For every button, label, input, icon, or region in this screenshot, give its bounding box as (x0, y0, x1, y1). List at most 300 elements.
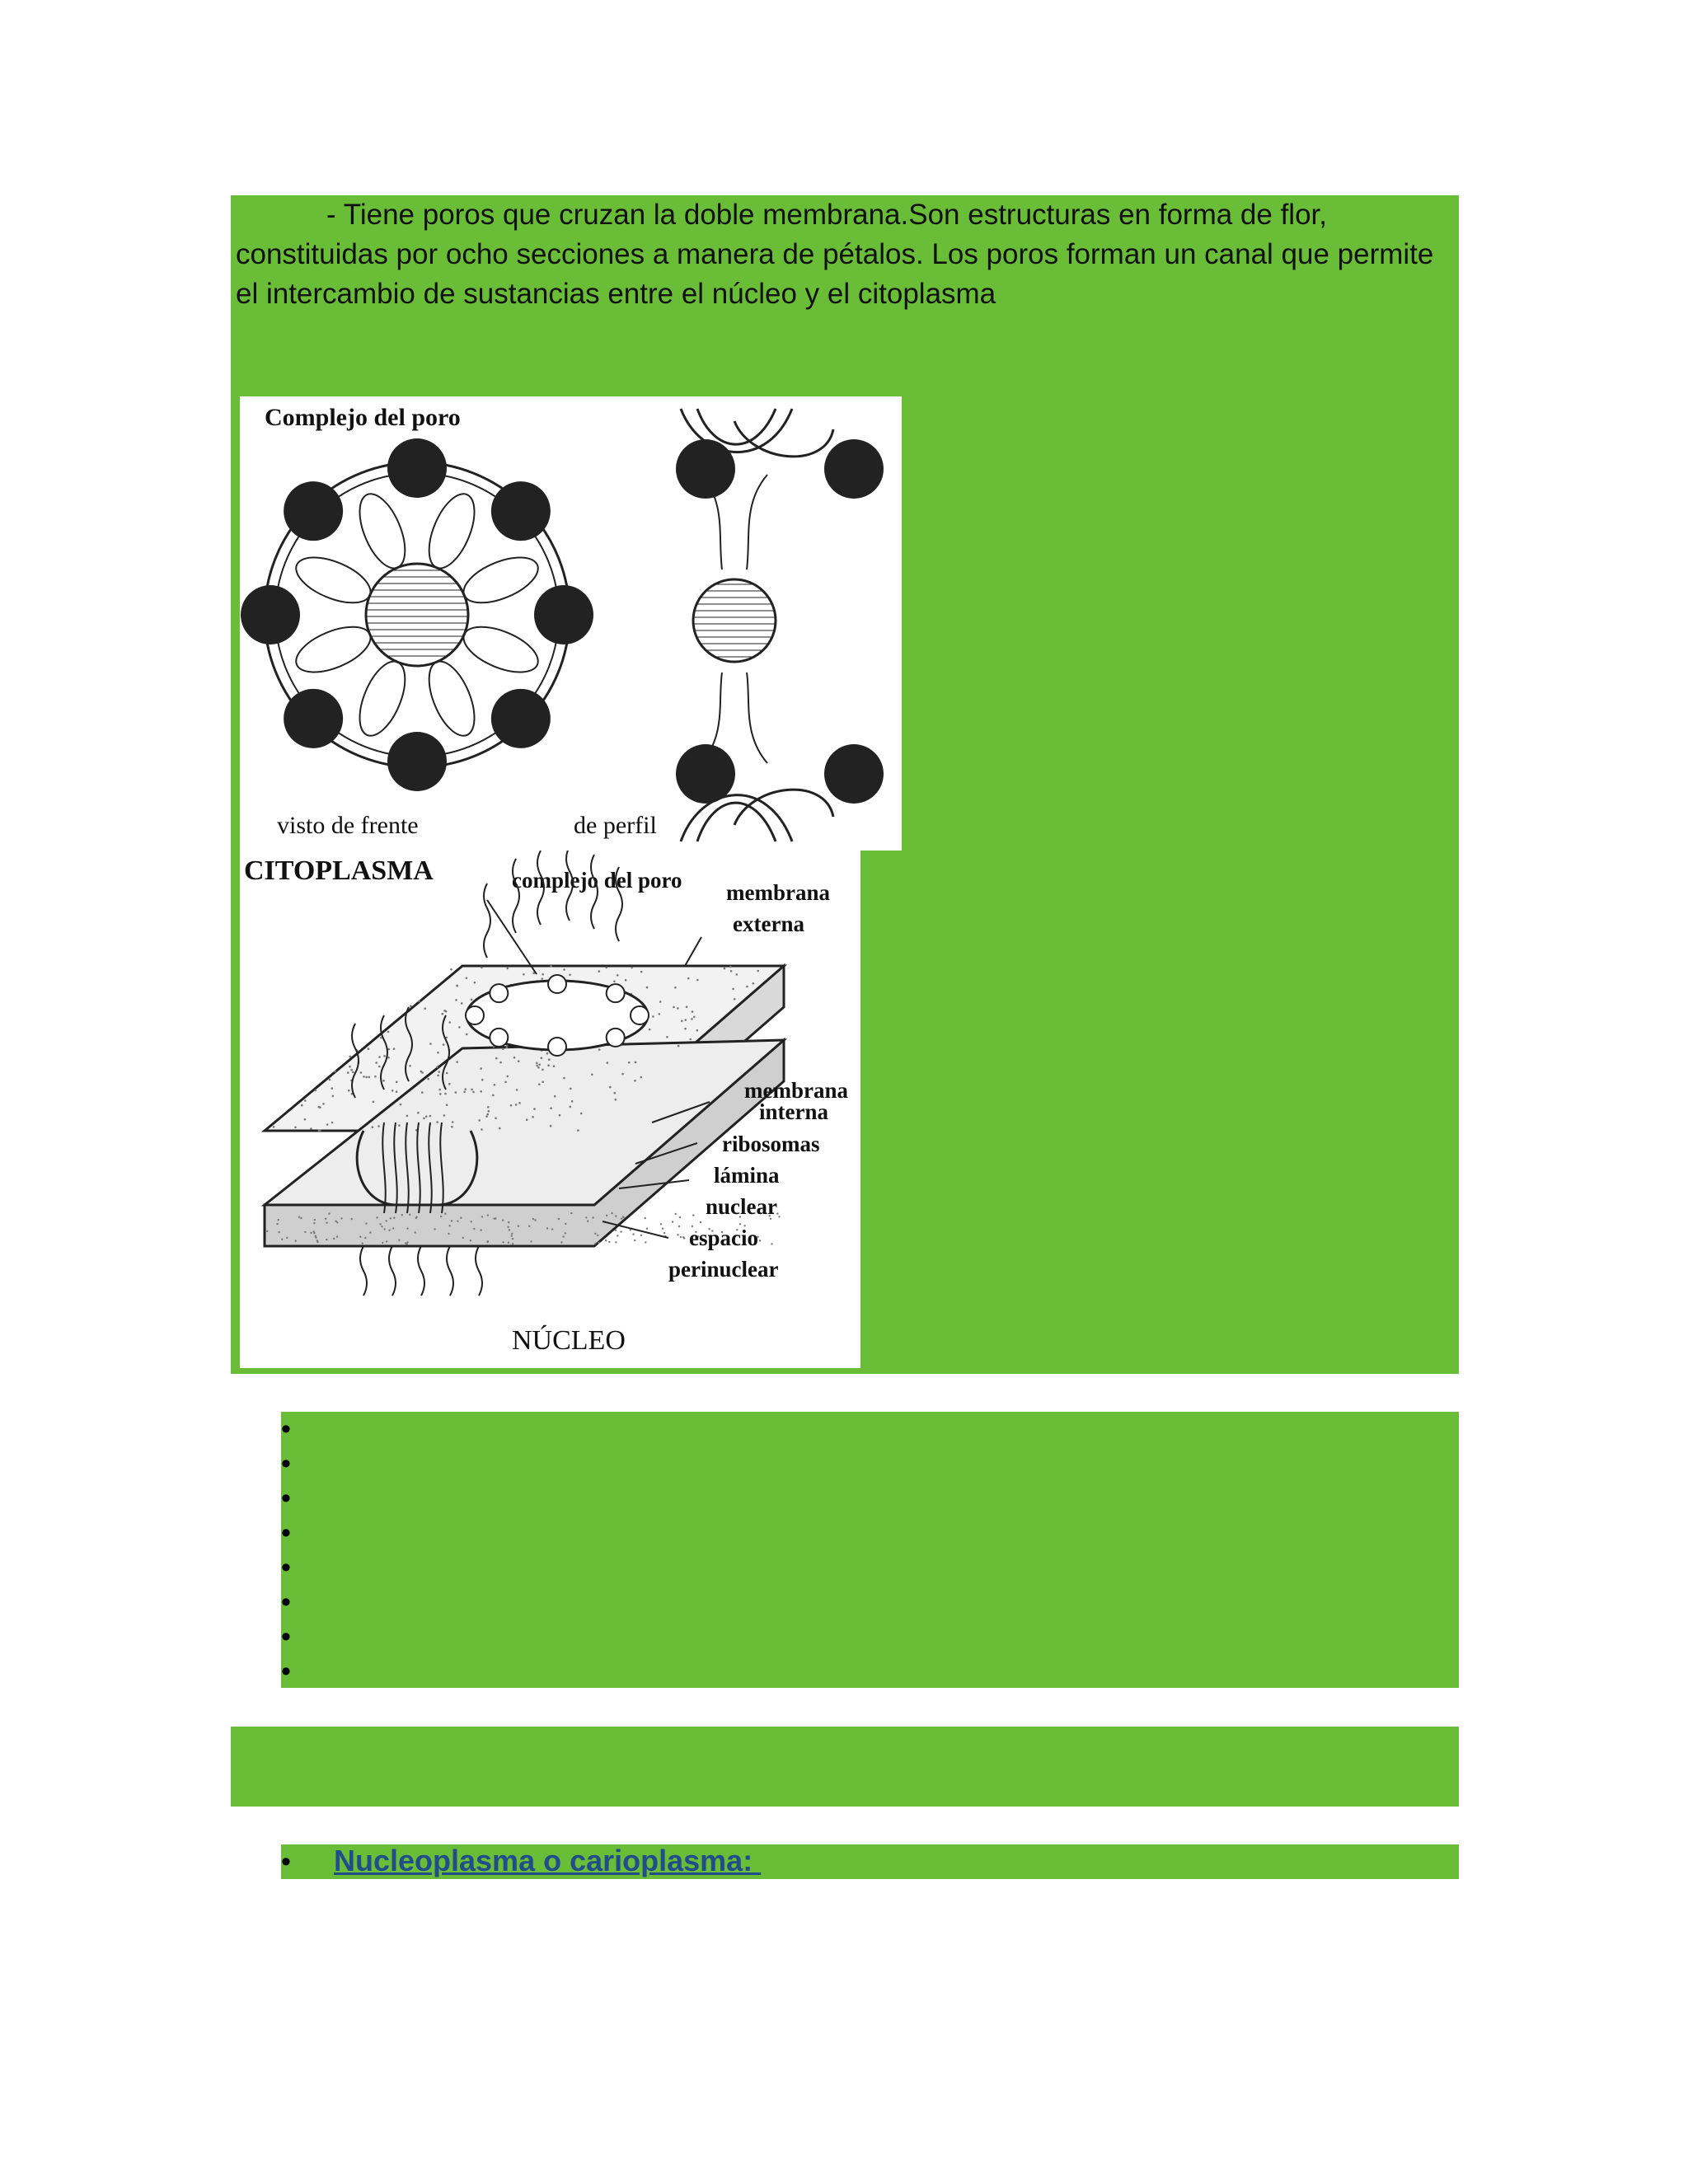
speckle (553, 1065, 556, 1067)
speckle (471, 999, 473, 1001)
speckle (429, 1115, 432, 1118)
speckle (294, 1127, 297, 1129)
speckle (518, 1102, 521, 1104)
profile-spoke-2 (747, 475, 767, 569)
speckle (542, 1069, 544, 1071)
speckle (409, 1065, 411, 1067)
speckle (682, 1236, 684, 1238)
profile-subunit (824, 744, 884, 804)
speckle (451, 1220, 452, 1221)
label-nucleus: NÚCLEO (512, 1325, 626, 1356)
speckle (326, 1239, 327, 1240)
speckle (662, 1228, 663, 1230)
speckle (387, 1057, 390, 1059)
speckle (481, 1079, 484, 1081)
speckle (615, 1099, 617, 1101)
speckle (554, 1095, 556, 1098)
subunit (534, 585, 593, 644)
speckle (286, 1237, 288, 1239)
speckle (423, 1118, 425, 1120)
speckle (393, 1217, 395, 1219)
speckle (536, 1062, 538, 1065)
speckle (449, 1021, 452, 1024)
speckle (410, 1005, 412, 1007)
speckle (510, 1104, 513, 1107)
filament (389, 1246, 396, 1296)
speckle (597, 1235, 598, 1236)
speckle (480, 1229, 481, 1230)
pore-complex-figure (240, 396, 902, 851)
speckle (383, 1055, 386, 1057)
speckle (485, 1115, 488, 1118)
speckle (634, 1240, 635, 1241)
speckle (456, 985, 458, 987)
filament (484, 883, 490, 958)
speckle (348, 1090, 350, 1092)
speckle (455, 999, 457, 1001)
bullet-item (281, 1585, 314, 1619)
bullet-item (281, 1550, 314, 1585)
subunit (491, 689, 551, 748)
speckle (533, 1108, 536, 1110)
subunit (387, 732, 447, 791)
speckle (558, 1218, 560, 1220)
speckle (550, 965, 552, 968)
profile-subunit (676, 439, 735, 499)
speckle (613, 981, 616, 983)
speckle (378, 1066, 381, 1068)
speckle (368, 1076, 371, 1079)
speckle (757, 970, 759, 972)
speckle (392, 1227, 394, 1229)
speckle (502, 1241, 504, 1243)
speckle (753, 982, 755, 985)
speckle (536, 1065, 538, 1067)
speckle (759, 1240, 761, 1241)
speckle (478, 1119, 481, 1122)
speckle (377, 1125, 380, 1127)
speckle (518, 1225, 519, 1226)
pore-bead (466, 1006, 484, 1024)
pore-bead (548, 975, 566, 993)
speckle (333, 1238, 335, 1240)
speckle (635, 1062, 637, 1064)
speckle (570, 1212, 572, 1214)
speckle (458, 1026, 461, 1029)
nuclear-envelope-figure (240, 851, 860, 1368)
speckle (528, 1226, 530, 1227)
speckle (457, 1221, 458, 1222)
speckle (659, 1013, 661, 1015)
speckle (387, 1031, 390, 1033)
speckle (372, 1126, 374, 1128)
speckle (569, 974, 571, 977)
subunit (491, 481, 551, 541)
speckle (605, 1240, 607, 1241)
speckle (609, 1086, 612, 1089)
speckle (351, 1218, 353, 1220)
speckle (471, 1221, 472, 1222)
speckle (386, 1220, 387, 1221)
speckle (415, 1217, 417, 1219)
speckle (436, 1066, 438, 1068)
speckle (392, 1090, 394, 1092)
speckle (495, 1057, 498, 1060)
speckle (381, 1226, 382, 1227)
speckle (480, 1067, 482, 1070)
label-ribosomes: ribosomas (722, 1132, 820, 1156)
speckle (481, 1216, 483, 1217)
speckle (313, 1222, 315, 1224)
speckle (562, 1235, 564, 1237)
speckle (532, 1116, 534, 1118)
speckle (724, 968, 726, 970)
speckle (696, 1029, 699, 1032)
profile-subunit (676, 744, 735, 804)
speckle (364, 1237, 366, 1239)
speckle (585, 1216, 587, 1218)
speckle (295, 1240, 297, 1241)
speckle (304, 1099, 307, 1102)
speckle (316, 1241, 318, 1243)
central-plug (366, 564, 468, 666)
speckle (315, 1236, 316, 1238)
speckle (331, 1087, 334, 1090)
speckle (559, 1114, 561, 1117)
speckle (679, 1216, 681, 1218)
speckle (516, 1089, 518, 1091)
speckle (362, 1242, 363, 1244)
bullet-item (281, 1446, 314, 1481)
speckle (598, 1242, 599, 1244)
speckle (734, 998, 736, 1001)
figure-title: Complejo del poro (265, 404, 461, 431)
speckle (692, 1214, 694, 1216)
bullet-point: • (281, 1846, 291, 1877)
speckle (580, 1113, 583, 1115)
profile-subunit (824, 439, 884, 499)
speckle (509, 1229, 510, 1230)
pore-bead (548, 1038, 566, 1056)
speckle (440, 1216, 442, 1217)
speckle (446, 1104, 448, 1106)
petal (290, 548, 377, 612)
speckle (487, 1214, 489, 1216)
speckle (444, 1093, 447, 1095)
pore-bead (490, 1029, 508, 1047)
petal (457, 548, 545, 612)
petal (420, 488, 483, 575)
speckle (437, 1052, 439, 1054)
speckle (615, 1241, 617, 1243)
empty-block (231, 1727, 1459, 1807)
subunit (284, 689, 343, 748)
speckle (607, 1062, 609, 1064)
speckle (563, 1077, 565, 1080)
speckle (332, 1095, 335, 1098)
speckle (470, 1240, 471, 1241)
speckle (368, 1047, 370, 1050)
label-cytoplasm: CITOPLASMA (244, 855, 434, 886)
petal (350, 488, 414, 575)
speckle (488, 1110, 490, 1113)
speckle (315, 1090, 317, 1092)
pointer-line (685, 937, 701, 966)
speckle (622, 1216, 624, 1217)
speckle (472, 1091, 475, 1094)
speckle (429, 1043, 432, 1045)
speckle (571, 1100, 574, 1103)
speckle (328, 1212, 330, 1214)
speckle (414, 1231, 415, 1233)
speckle (314, 1219, 316, 1221)
speckle (729, 966, 732, 968)
petal (350, 655, 414, 743)
speckle (551, 1228, 553, 1230)
speckle (681, 1020, 683, 1023)
speckle (340, 1217, 342, 1219)
speckle (369, 1231, 371, 1233)
speckle (560, 1241, 562, 1243)
speckle (565, 1223, 566, 1225)
profile-view-diagram (676, 409, 884, 841)
speckle (493, 1218, 495, 1220)
profile-spoke-4 (747, 673, 767, 763)
speckle (511, 1233, 513, 1235)
speckle (614, 1092, 617, 1094)
label-space-line1: espacio (689, 1226, 758, 1250)
speckle (692, 1010, 694, 1013)
speckle (594, 1243, 596, 1244)
nucleoplasm-link[interactable]: Nucleoplasma o carioplasma: (334, 1844, 762, 1877)
speckle (335, 1221, 336, 1222)
empty-bullet-list (281, 1412, 314, 1689)
speckle (466, 1033, 468, 1036)
bullet-item (281, 1619, 314, 1654)
speckle (691, 1018, 693, 1020)
speckle (418, 1001, 420, 1003)
speckle (373, 1101, 375, 1104)
speckle (460, 1217, 462, 1219)
speckle (598, 970, 601, 972)
speckle (598, 1048, 601, 1051)
speckle (434, 1228, 435, 1230)
pointer-line (487, 900, 537, 974)
filament (447, 1246, 453, 1296)
speckle (542, 977, 544, 980)
speckle (486, 1113, 489, 1116)
speckle (398, 1124, 401, 1127)
speckle (591, 1074, 593, 1076)
speckle (677, 1234, 678, 1235)
speckle (326, 1123, 329, 1126)
speckle (471, 1089, 473, 1091)
speckle (313, 1232, 315, 1234)
filament (360, 1246, 367, 1296)
speckle (388, 1230, 390, 1231)
speckle (455, 1091, 457, 1094)
bullet-list-block (281, 1412, 1459, 1688)
speckle (376, 1216, 377, 1218)
speckle (631, 967, 633, 969)
speckle (611, 1212, 612, 1214)
speckle (438, 1071, 440, 1073)
speckle (542, 973, 544, 976)
speckle (693, 1016, 696, 1019)
speckle (495, 1117, 497, 1119)
label-pore-complex: complejo del poro (512, 868, 682, 893)
speckle (538, 1084, 541, 1086)
speckle (448, 1233, 449, 1235)
subunit (241, 585, 300, 644)
speckle (406, 1115, 409, 1118)
speckle (673, 1006, 675, 1009)
speckle (401, 1214, 403, 1216)
speckle (652, 1015, 654, 1018)
speckle (615, 1215, 617, 1216)
speckle (675, 1213, 677, 1215)
label-outer-membrane-line2: externa (733, 912, 804, 936)
speckle (565, 1232, 566, 1234)
speckle (325, 1218, 326, 1220)
speckle (678, 1045, 680, 1047)
speckle (548, 1058, 551, 1061)
label-inner-membrane-line1: membrana (744, 1078, 848, 1103)
speckle (617, 974, 619, 977)
speckle (334, 1071, 336, 1073)
speckle (382, 1080, 385, 1082)
speckle (537, 1066, 540, 1069)
speckle (443, 1043, 445, 1046)
speckle (672, 1221, 673, 1222)
speckle (481, 1128, 483, 1131)
nuclear-envelope-drawing (240, 851, 860, 1368)
speckle (406, 1243, 407, 1244)
subunit (387, 438, 447, 498)
speckle (486, 1241, 488, 1243)
speckle (382, 1242, 383, 1244)
speckle (421, 1071, 424, 1074)
speckle (680, 1236, 682, 1238)
speckle (474, 982, 476, 984)
speckle (700, 1221, 701, 1223)
speckle (406, 1227, 408, 1229)
speckle (278, 1231, 279, 1233)
speckle (398, 1240, 400, 1241)
speckle (649, 1029, 651, 1031)
speckle (542, 1081, 544, 1084)
speckle (319, 1129, 321, 1132)
speckle (577, 1129, 579, 1132)
speckle (322, 1103, 325, 1105)
speckle (298, 1216, 300, 1218)
speckle (645, 1241, 646, 1243)
speckle (425, 1116, 428, 1118)
speckle (350, 1069, 353, 1071)
speckle (406, 1241, 408, 1243)
speckle (685, 1019, 687, 1021)
speckle (628, 1062, 631, 1064)
speckle (451, 1126, 453, 1128)
speckle (437, 1075, 439, 1077)
speckle (318, 1106, 321, 1108)
speckle (336, 1235, 338, 1237)
speckle (563, 968, 565, 971)
speckle (331, 1122, 334, 1124)
speckle (456, 1061, 458, 1063)
speckle (473, 1228, 475, 1230)
pores-paragraph (236, 195, 1447, 314)
profile-plug (693, 579, 776, 662)
speckle (736, 973, 738, 976)
speckle (276, 1223, 278, 1225)
speckle (508, 1221, 509, 1223)
speckle (378, 1056, 381, 1058)
speckle (445, 1010, 448, 1013)
speckle (570, 1106, 572, 1108)
label-lamina-line2: nuclear (706, 1194, 777, 1219)
label-lamina-line1: lámina (714, 1163, 780, 1188)
speckle (427, 1078, 429, 1080)
speckle (379, 1223, 381, 1225)
speckle (481, 967, 483, 969)
speckle (617, 1235, 618, 1236)
speckle (645, 1217, 646, 1219)
speckle (625, 979, 627, 982)
speckle (388, 1048, 391, 1051)
bullet-item (281, 1412, 314, 1446)
speckle (480, 1090, 482, 1093)
filament (476, 1246, 482, 1296)
speckle (546, 1227, 548, 1229)
speckle (660, 1223, 662, 1225)
speckle (396, 1081, 398, 1084)
speckle (677, 1007, 679, 1010)
speckle (570, 1088, 572, 1090)
speckle (273, 1126, 275, 1128)
speckle (592, 1216, 593, 1218)
speckle (659, 1001, 662, 1003)
speckle (383, 1228, 385, 1230)
speckle (448, 1225, 450, 1226)
speckle (512, 1243, 513, 1244)
speckle (686, 1006, 688, 1009)
label-inner-membrane-line2: interna (759, 1099, 828, 1124)
speckle (538, 1063, 541, 1066)
petal (290, 617, 377, 681)
bullet-item (281, 1481, 314, 1516)
speckle (532, 1218, 534, 1220)
speckle (771, 1243, 772, 1244)
speckle (632, 1233, 634, 1235)
speckle (621, 1218, 622, 1220)
speckle (508, 1242, 509, 1244)
speckle (363, 1076, 365, 1078)
speckle (393, 1047, 396, 1050)
speckle (300, 1217, 302, 1219)
speckle (684, 1028, 687, 1030)
speckle (329, 1079, 331, 1081)
speckle (620, 1230, 621, 1232)
speckle (492, 1094, 495, 1097)
speckle (421, 1091, 424, 1094)
pores-paragraph-text: - Tiene poros que cruzan la doble membrana.Son estructuras en forma de flor, constituidas por ocho secciones a manera de pétalos. Los poros forman un canal que permite el intercambio de sustancias entre el núcleo y el citoplasma (236, 199, 1434, 310)
speckle (463, 1091, 466, 1094)
bullet-item (281, 1516, 314, 1550)
speckle (452, 1121, 454, 1123)
speckle (442, 1013, 444, 1015)
speckle (621, 1073, 624, 1076)
